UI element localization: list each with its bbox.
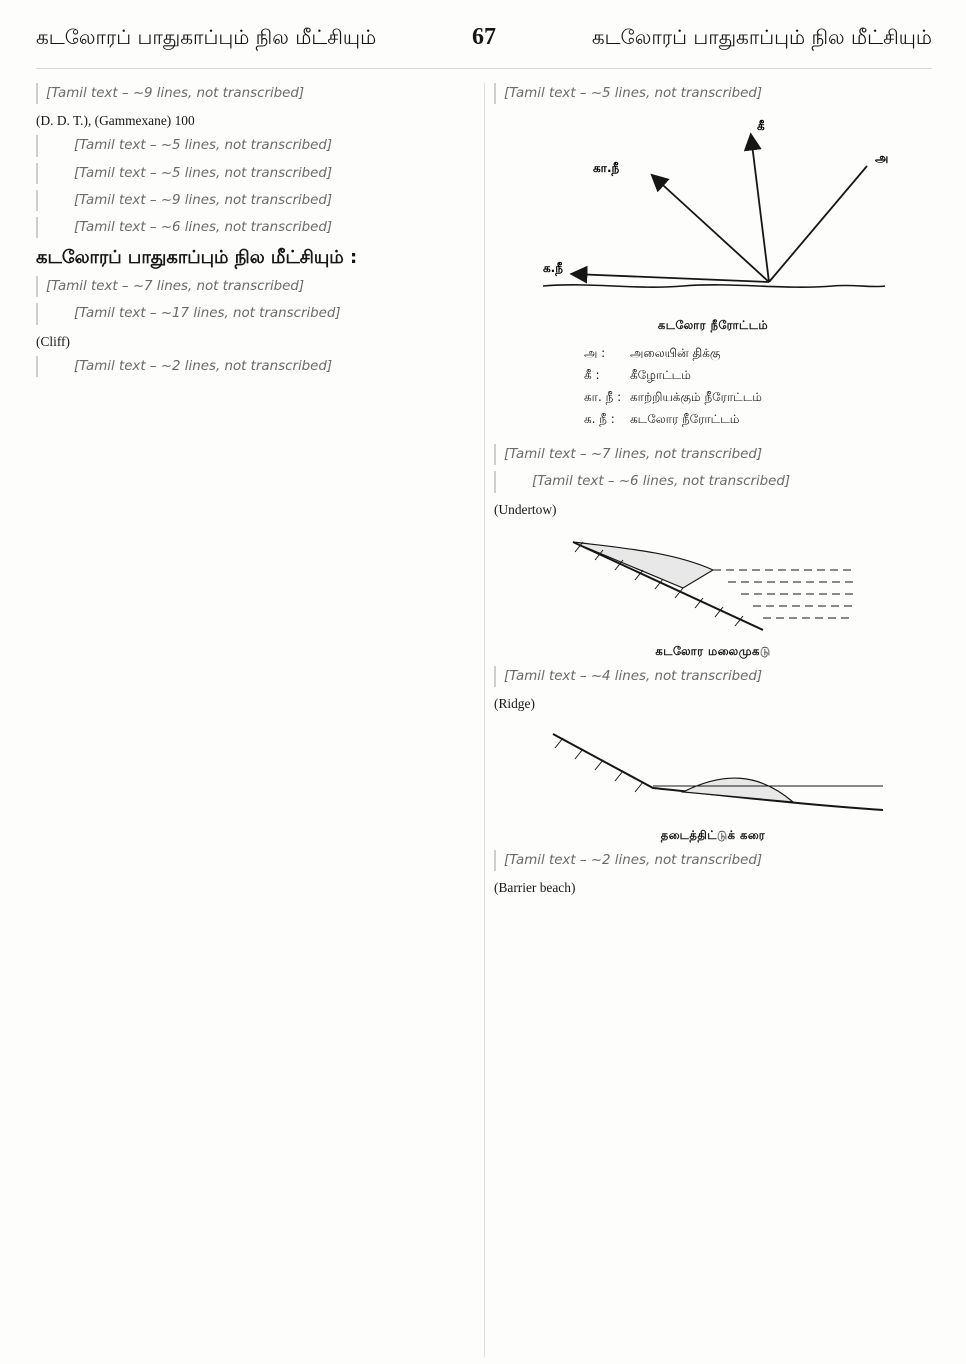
english-gloss: (Undertow) [494,501,557,517]
paragraph: [Tamil text – ~5 lines, not transcribed] [36,163,474,184]
barrier-beach-diagram [533,724,893,824]
figure-caption: கடலோர மலைமுகடு [655,643,771,658]
paragraph: [Tamil text – ~7 lines, not transcribed] [36,276,474,297]
page-header [36,24,932,69]
paragraph: [Tamil text – ~5 lines, not transcribed] [36,135,474,156]
label-wave-direction: அ [875,151,889,166]
running-head-left: கடலோரப் பாதுகாப்பும் நில மீட்சியும் [36,25,377,49]
legend-key: அ : [584,346,606,361]
legend-item [584,342,932,364]
label-wind-current: கா.நீ [593,161,620,176]
paragraph: [Tamil text – ~6 lines, not transcribed] [36,217,474,238]
english-gloss: (Barrier beach) [494,880,576,896]
paragraph: [Tamil text – ~6 lines, not transcribed] [494,471,932,492]
coastal-ridge-diagram [563,530,863,640]
figure-caption: தடைத்திட்டுக் கரை [660,828,766,843]
legend-value: கடலோர நீரோட்டம் [630,412,740,427]
coastal-ridge-figure [494,530,932,660]
paragraph: [Tamil text – ~2 lines, not transcribed] [494,850,932,871]
coastal-current-diagram [533,114,893,314]
label-undertow: கீ [757,119,765,134]
coastal-current-figure [494,114,932,334]
legend-key: கீ : [584,368,600,383]
running-head-right: கடலோரப் பாதுகாப்பும் நில மீட்சியும் [591,25,932,49]
paragraph: [Tamil text – ~4 lines, not transcribed] [494,666,932,687]
english-gloss: (Ridge) [494,696,535,712]
paragraph: [Tamil text – ~17 lines, not transcribed] [36,303,474,324]
figure-legend [584,342,932,430]
right-column [494,83,932,1357]
legend-value: கீழோட்டம் [630,368,691,383]
paragraph: [Tamil text – ~7 lines, not transcribed] [494,444,932,465]
legend-value: அலையின் திக்கு [630,346,721,361]
english-gloss: (Cliff) [36,333,70,349]
english-gloss: (D. D. T.), (Gammexane) 100 [36,113,195,129]
column-divider [484,83,485,1357]
figure-caption: கடலோர நீரோட்டம் [657,318,769,333]
left-column [36,83,474,1357]
paragraph: [Tamil text – ~5 lines, not transcribed] [494,83,932,104]
legend-item [584,408,932,430]
paragraph: [Tamil text – ~9 lines, not transcribed] [36,83,474,104]
section-heading: கடலோரப் பாதுகாப்பும் நில மீட்சியும் : [36,247,358,269]
legend-key: க. நீ : [584,412,615,427]
label-coastal-current: க.நீ [543,261,563,276]
page-number: 67 [472,24,496,50]
legend-item [584,364,932,386]
legend-value: காற்றியக்கும் நீரோட்டம் [630,390,762,405]
legend-item [584,386,932,408]
barrier-beach-figure [494,724,932,844]
paragraph: [Tamil text – ~2 lines, not transcribed] [36,356,474,377]
two-column-body [36,83,932,1357]
legend-key: கா. நீ : [584,390,622,405]
paragraph: [Tamil text – ~9 lines, not transcribed] [36,190,474,211]
